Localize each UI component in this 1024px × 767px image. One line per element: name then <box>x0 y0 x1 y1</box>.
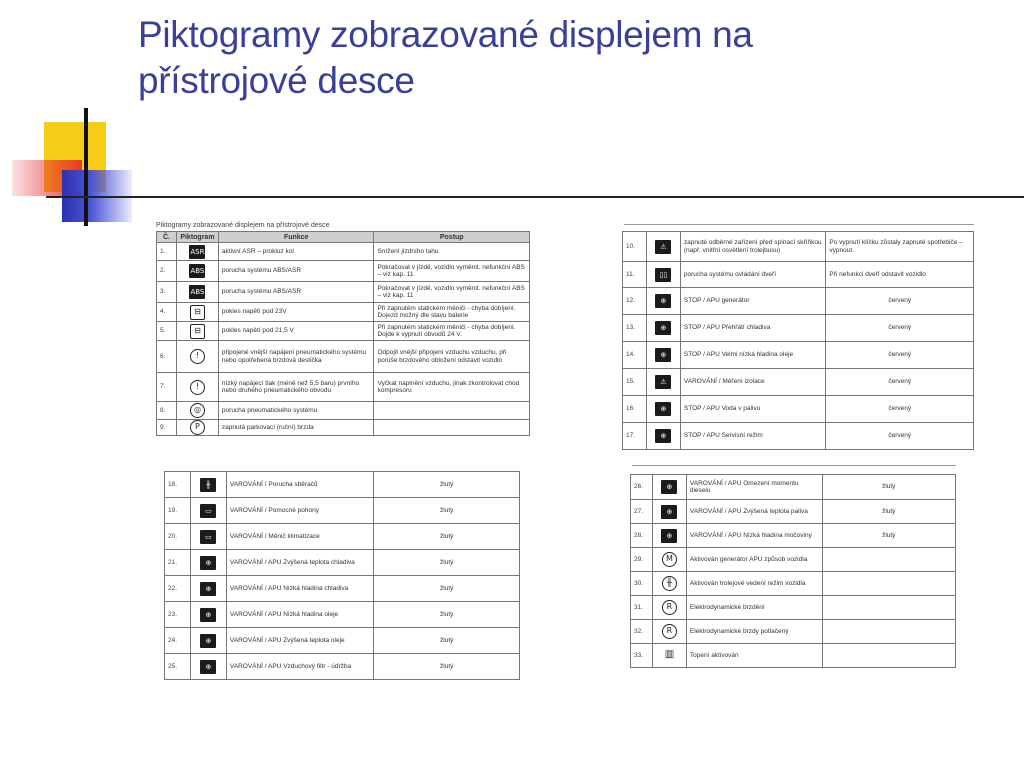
warning-triangle-icon: ⚠ <box>655 240 671 254</box>
table-row: 28. ⊕ VAROVÁNÍ / APU Nízká hladina močoviny žlutý <box>631 524 956 548</box>
battery-icon: ⊟ <box>190 305 205 320</box>
table-row: 1. ASR aktivní ASR – prokluz kol Snížení jízdního tahu <box>157 243 530 261</box>
table-row: 10. ⚠ zapnuté odběrné zařízení před spínací skříňkou (např. vnitřní osvětlení trolejbusu) Po vypnutí klíčku zůstaly zapnuté spotřebiče – vypnout. <box>623 232 974 262</box>
table-row: 15. ⚠ VAROVÁNÍ / Měření izolace červený <box>623 369 974 396</box>
table-4 <box>630 474 956 668</box>
table-row: 31. R Elektrodynamické brzdění <box>631 596 956 620</box>
table-row: 19. ▭ VAROVÁNÍ / Pomocné pohony žlutý <box>165 498 520 524</box>
table-row: 23. ⊕ VAROVÁNÍ / APU Nízká hladina oleje žlutý <box>165 602 520 628</box>
header-piktogram: Piktogram <box>176 232 218 243</box>
table-2 <box>622 231 974 450</box>
table-row: 7. ! nízký napájecí tlak (méně než 5,5 baru) prvního nebo druhého pneumatického obvodu Vyčkat naplnění vzduchu, jinak zkontrolovat chod kompresoru <box>157 373 530 402</box>
engine-icon: ⊕ <box>655 321 671 335</box>
engine-icon: ⊕ <box>655 402 671 416</box>
table-row: 6. ! připojené vnější napájení pneumatického systému nebo opotřebená brzdová destička Odpojit vnější připojení vzduchu vzduchu, při poruše brzdového obložení odstavit vozidlo <box>157 341 530 373</box>
abs-asr-icon: ABS <box>189 285 205 299</box>
table-row: 25. ⊕ VAROVÁNÍ / APU Vzduchový filtr - údržba žlutý <box>165 654 520 680</box>
table-2-top-rule <box>624 224 974 225</box>
table-row: 9. P zapnutá parkovací (ruční) brzda <box>157 420 530 436</box>
table-3 <box>164 471 520 680</box>
table-row: 30. ╫ Aktivován trolejové vedení režim vozidla <box>631 572 956 596</box>
pictogram-table-4 <box>630 474 956 668</box>
electrodynamic-brake-icon: R <box>662 600 677 615</box>
deco-horizontal-line <box>46 196 1024 198</box>
engine-icon: ⊕ <box>200 556 216 570</box>
table-row: 33. ▥ Topení aktivován <box>631 644 956 668</box>
table-row: 14. ⊕ STOP / APU Velmi nízká hladina oleje červený <box>623 342 974 369</box>
table-caption: Piktogramy zobrazované displejem na přístrojové desce <box>156 222 330 229</box>
engine-icon: ⊕ <box>655 348 671 362</box>
table-row: 18. ╫ VAROVÁNÍ / Porucha sběračů žlutý <box>165 472 520 498</box>
table-row: 5. ⊟ pokles napětí pod 21,5 V Při zapnutém statickém měniči - chyba dobíjení. Dojde k vypnutí obvodů 24 V. <box>157 322 530 341</box>
table-row: 29. M Aktivován generátor APU způsob vozidla <box>631 548 956 572</box>
table-row: 2. ABS porucha systému ABS/ASR Pokračovat v jízdě, vozidlo vyměnit. nefunkční ABS – viz kap. 11 <box>157 261 530 282</box>
table-1 <box>156 231 530 436</box>
table-row: 11. ▯▯ porucha systému ovládání dveří Při nefunkci dveří odstavit vozidlo <box>623 262 974 288</box>
title-line-1: Piktogramy zobrazované displejem na <box>138 14 753 55</box>
slide-title <box>138 12 998 104</box>
door-icon: ▯▯ <box>655 268 671 282</box>
pictogram-table-1 <box>156 221 530 436</box>
parking-brake-icon: P <box>190 420 205 435</box>
table-row: 17. ⊕ STOP / APU Servisní režim červený <box>623 423 974 450</box>
asr-icon: ASR <box>189 245 205 259</box>
collector-icon: ╫ <box>200 478 216 492</box>
table-row: 27. ⊕ VAROVÁNÍ / APU Zvýšená teplota paliva žlutý <box>631 500 956 524</box>
table-4-top-rule <box>632 465 956 466</box>
table-row: 21. ⊕ VAROVÁNÍ / APU Zvýšená teplota chladiva žlutý <box>165 550 520 576</box>
table-row: 26. ⊕ VAROVÁNÍ / APU Omezení momentu dieselu žlutý <box>631 475 956 500</box>
engine-icon: ⊕ <box>200 608 216 622</box>
table-row: 8. ◎ porucha pneumatického systému <box>157 402 530 420</box>
table-row: 3. ABS porucha systému ABS/ASR Pokračovat v jízdě, vozidlo vyměnit. nefunkční ABS – viz kap. 11 <box>157 282 530 303</box>
engine-icon: ⊕ <box>661 480 677 494</box>
header-funkce: Funkce <box>218 232 374 243</box>
engine-icon: ⊕ <box>655 294 671 308</box>
table-row: 32. R Elektrodynamické brzdy potlačený <box>631 620 956 644</box>
table-row: 22. ⊕ VAROVÁNÍ / APU Nízká hladina chladiva žlutý <box>165 576 520 602</box>
table-row: 24. ⊕ VAROVÁNÍ / APU Zvýšená teplota oleje žlutý <box>165 628 520 654</box>
table-row: 13. ⊕ STOP / APU Přehřátí chladiva červený <box>623 315 974 342</box>
engine-icon: ⊕ <box>200 634 216 648</box>
engine-icon: ⊕ <box>661 505 677 519</box>
table-row: 4. ⊟ pokles napětí pod 23V Při zapnutém statickém měniči - chyba dobíjení. Dojezd možný dle stavu baterie <box>157 303 530 322</box>
title-line-2: přístrojové desce <box>138 60 415 101</box>
table-row: 12. ⊕ STOP / APU generátor červený <box>623 288 974 315</box>
battery-icon: ⊟ <box>190 324 205 339</box>
engine-icon: ⊕ <box>200 582 216 596</box>
electrodynamic-brake-icon: R <box>662 624 677 639</box>
header-postup: Postup <box>374 232 530 243</box>
table-row: 16. ⊕ STOP / APU Voda v palivu červený <box>623 396 974 423</box>
trolley-mode-icon: ╫ <box>662 576 677 591</box>
pictogram-table-2 <box>622 231 974 450</box>
engine-icon: ⊕ <box>200 660 216 674</box>
header-cislo: Č. <box>157 232 177 243</box>
warning-triangle-icon: ⚠ <box>655 375 671 389</box>
pneumatic-icon: ◎ <box>190 403 205 418</box>
brake-warning-icon: ! <box>190 349 205 364</box>
engine-icon: ⊕ <box>661 529 677 543</box>
aircon-icon: ▭ <box>200 530 216 544</box>
aux-drive-icon: ▭ <box>200 504 216 518</box>
pictogram-table-3 <box>164 471 520 680</box>
heating-icon: ▥ <box>664 649 675 661</box>
abs-asr-icon: ABS <box>189 264 205 278</box>
generator-mode-icon: M <box>662 552 677 567</box>
deco-vertical-line <box>84 108 88 226</box>
brake-warning-icon: ! <box>190 380 205 395</box>
table-row: 20. ▭ VAROVÁNÍ / Měnič klimatizace žlutý <box>165 524 520 550</box>
engine-icon: ⊕ <box>655 429 671 443</box>
